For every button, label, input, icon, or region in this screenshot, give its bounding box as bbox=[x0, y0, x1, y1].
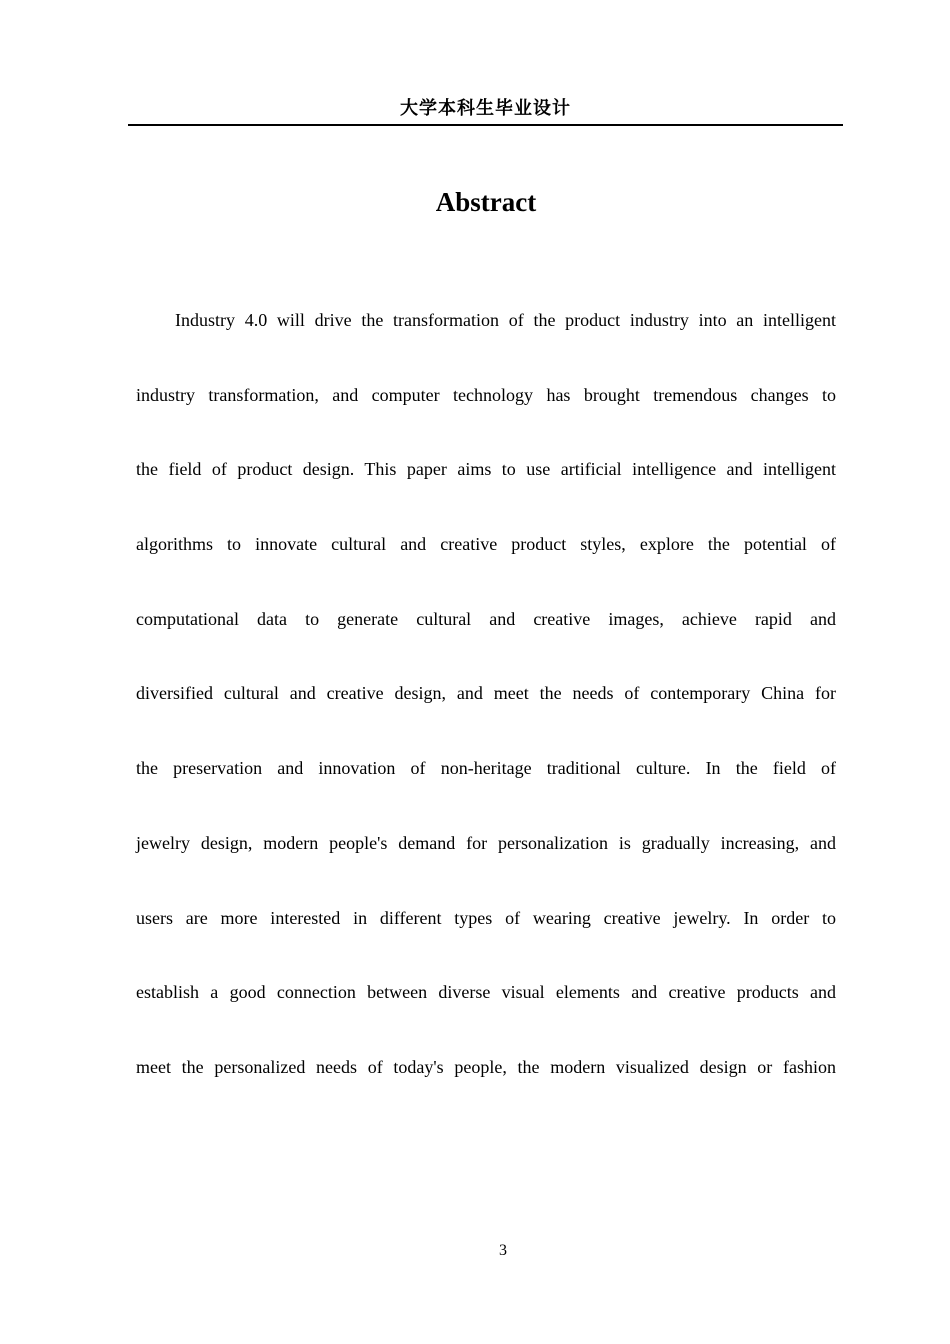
abstract-line: the preservation and innovation of non-heritage traditional culture. In the field of bbox=[136, 758, 836, 778]
abstract-line: computational data to generate cultural and creative images, achieve rapid and bbox=[136, 609, 836, 629]
running-header: 大学本科生毕业设计 bbox=[128, 96, 843, 126]
abstract-line: users are more interested in different types of wearing creative jewelry. In order to bbox=[136, 908, 836, 928]
abstract-line: diversified cultural and creative design, and meet the needs of contemporary China for bbox=[136, 683, 836, 703]
abstract-line: meet the personalized needs of today's people, the modern visualized design or fashion bbox=[136, 1057, 836, 1077]
abstract-line: jewelry design, modern people's demand for personalization is gradually increasing, and bbox=[136, 833, 836, 853]
abstract-line: algorithms to innovate cultural and creative product styles, explore the potential of bbox=[136, 534, 836, 554]
abstract-line: industry transformation, and computer technology has brought tremendous changes to bbox=[136, 385, 836, 405]
abstract-title: Abstract bbox=[435, 187, 537, 217]
page-number: 3 bbox=[499, 1242, 507, 1259]
abstract-line: Industry 4.0 will drive the transformation of the product industry into an intelligent bbox=[175, 310, 836, 330]
abstract-line: the field of product design. This paper aims to use artificial intelligence and intelligent bbox=[136, 459, 836, 479]
abstract-line: establish a good connection between diverse visual elements and creative products and bbox=[136, 982, 836, 1002]
